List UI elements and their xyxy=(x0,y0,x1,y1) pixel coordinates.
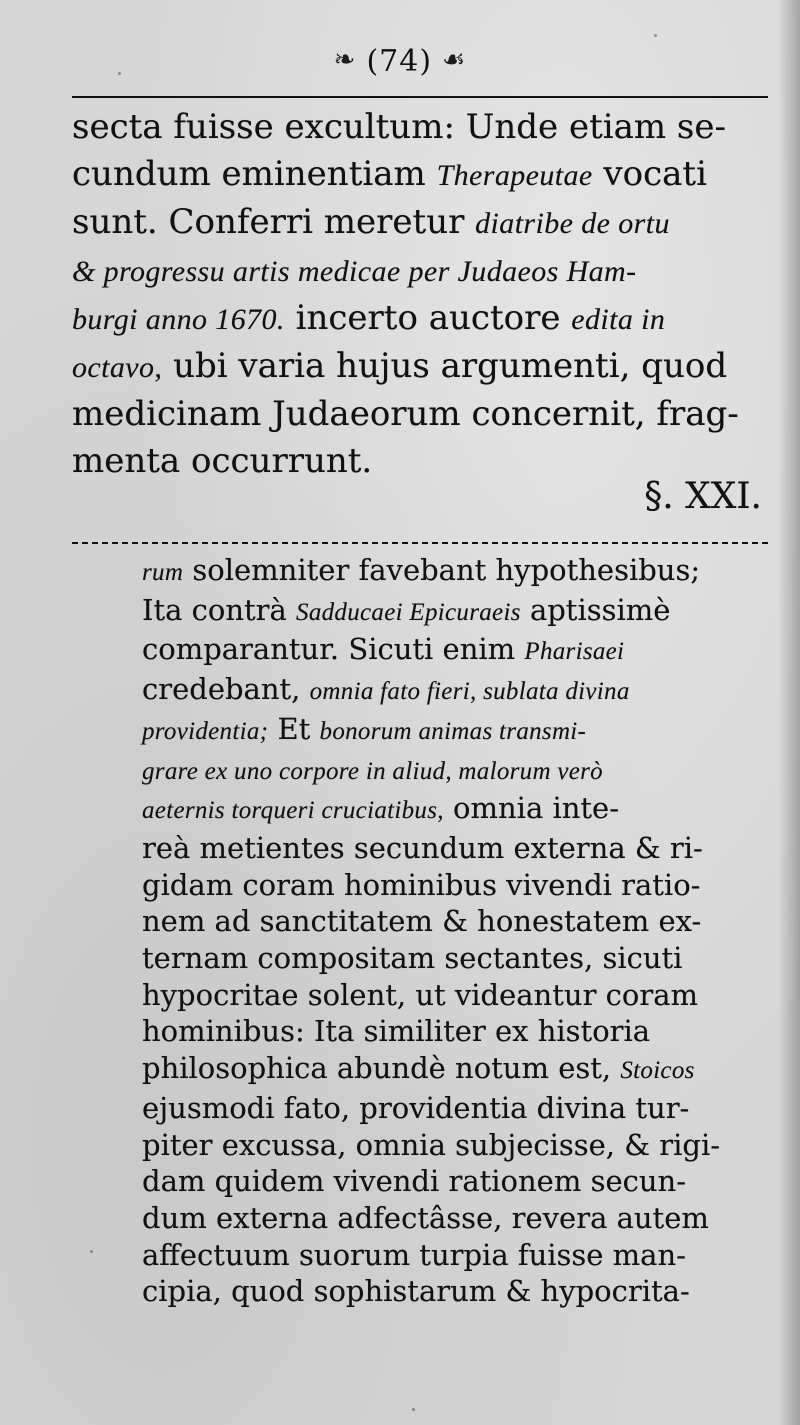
text-run: cundum eminentiam xyxy=(72,154,437,194)
lower-paragraph xyxy=(142,552,762,1310)
italic-text-run: omnia fato fieri, sublata divina xyxy=(309,678,630,706)
text-line xyxy=(142,1050,762,1090)
text-run: reà metientes secundum externa & ri- xyxy=(142,830,703,865)
text-run: solemniter favebant hypothesibus; xyxy=(183,553,701,587)
text-line xyxy=(72,343,762,391)
text-run: nem ad sanctitatem & honestatem ex- xyxy=(142,904,702,939)
text-line xyxy=(142,903,762,940)
text-line xyxy=(142,790,762,830)
text-run: medicinam Judaeorum concernit, frag- xyxy=(72,394,739,434)
text-line xyxy=(142,671,762,711)
text-run: piter excussa, omnia subjecisse, & rigi- xyxy=(142,1127,721,1162)
text-run: gidam coram hominibus vivendi ratio- xyxy=(142,867,701,902)
text-line xyxy=(72,151,762,199)
text-run: Et xyxy=(268,711,320,746)
text-run: comparantur. Sicuti enim xyxy=(142,632,525,667)
italic-text-run: grare ex uno corpore in aliud, malorum verò xyxy=(142,757,603,785)
text-line xyxy=(142,1237,762,1274)
italic-text-run: Therapeutae xyxy=(436,159,593,192)
italic-text-run: burgi anno 1670. xyxy=(72,303,285,336)
text-line xyxy=(142,1273,762,1310)
text-run: dam quidem vivendi rationem secun- xyxy=(142,1164,687,1199)
text-line xyxy=(142,592,762,632)
text-run: incerto auctore xyxy=(284,298,572,338)
italic-text-run: bonorum animas transmi- xyxy=(319,717,587,745)
text-line xyxy=(142,1127,762,1164)
text-line xyxy=(142,1090,762,1127)
italic-text-run: Pharisaei xyxy=(524,638,625,666)
text-line xyxy=(142,1013,762,1050)
italic-text-run: Sadducaei Epicuraeis xyxy=(296,598,521,626)
fleuron-right-icon: ☙ xyxy=(442,44,467,75)
page-number: (74) xyxy=(366,44,433,79)
text-run: affectuum suorum turpia fuisse man- xyxy=(142,1237,686,1272)
italic-text-run: octavo, xyxy=(72,351,163,384)
text-run: secta fuisse excultum: Unde etiam se- xyxy=(72,107,726,147)
text-run: hominibus: Ita similiter ex historia xyxy=(142,1014,651,1049)
italic-text-run: rum xyxy=(142,559,184,586)
text-line xyxy=(142,940,762,977)
text-line xyxy=(142,751,762,791)
italic-text-run: edita in xyxy=(571,303,666,336)
text-line xyxy=(142,631,762,671)
text-run: aptissimè xyxy=(520,592,671,627)
ink-speck xyxy=(654,34,657,37)
text-line xyxy=(72,295,762,343)
text-line xyxy=(142,977,762,1014)
text-line xyxy=(72,199,762,247)
header-rule xyxy=(72,96,768,98)
fleuron-left-icon: ❧ xyxy=(333,44,357,75)
ink-speck xyxy=(118,72,121,75)
text-line xyxy=(142,867,762,904)
text-run: omnia inte- xyxy=(443,791,620,826)
text-run: dum externa adfectâsse, revera autem xyxy=(142,1200,709,1235)
text-run: cipia, quod sophistarum & hypocrita- xyxy=(142,1274,690,1309)
italic-text-run: aeternis torqueri cruciatibus, xyxy=(142,797,444,825)
text-line xyxy=(72,391,762,438)
ink-speck xyxy=(412,1408,415,1411)
section-divider-rule xyxy=(72,542,768,544)
section-heading: §. XXI. xyxy=(644,476,762,517)
text-run: menta occurrunt. xyxy=(72,441,373,481)
ink-speck xyxy=(90,1250,93,1253)
italic-text-run: providentia; xyxy=(142,717,269,745)
text-run: vocati xyxy=(592,154,707,194)
text-run: ubi varia hujus argumenti, quod xyxy=(162,346,728,386)
text-run: hypocritae solent, ut videantur coram xyxy=(142,977,698,1012)
text-run: ejusmodi fato, providentia divina tur- xyxy=(142,1090,690,1125)
page-number-group xyxy=(334,44,467,79)
italic-text-run: Stoicos xyxy=(620,1057,695,1085)
text-run: Ita contrà xyxy=(142,592,297,627)
text-line xyxy=(142,711,762,751)
upper-paragraph xyxy=(72,104,762,485)
text-run: sunt. Conferri meretur xyxy=(72,202,476,242)
text-run: ternam compositam sectantes, sicuti xyxy=(142,941,683,976)
text-run: credebant, xyxy=(142,672,310,707)
italic-text-run: diatribe de ortu xyxy=(475,207,670,240)
text-run: philosophica abundè notum est, xyxy=(142,1051,621,1086)
italic-text-run: & progressu artis medicae per Judaeos Ham- xyxy=(72,255,637,288)
text-line xyxy=(142,552,762,592)
text-line xyxy=(72,104,762,151)
text-line xyxy=(142,1200,762,1237)
text-line xyxy=(142,1163,762,1200)
text-line xyxy=(142,830,762,867)
text-line xyxy=(72,247,762,295)
